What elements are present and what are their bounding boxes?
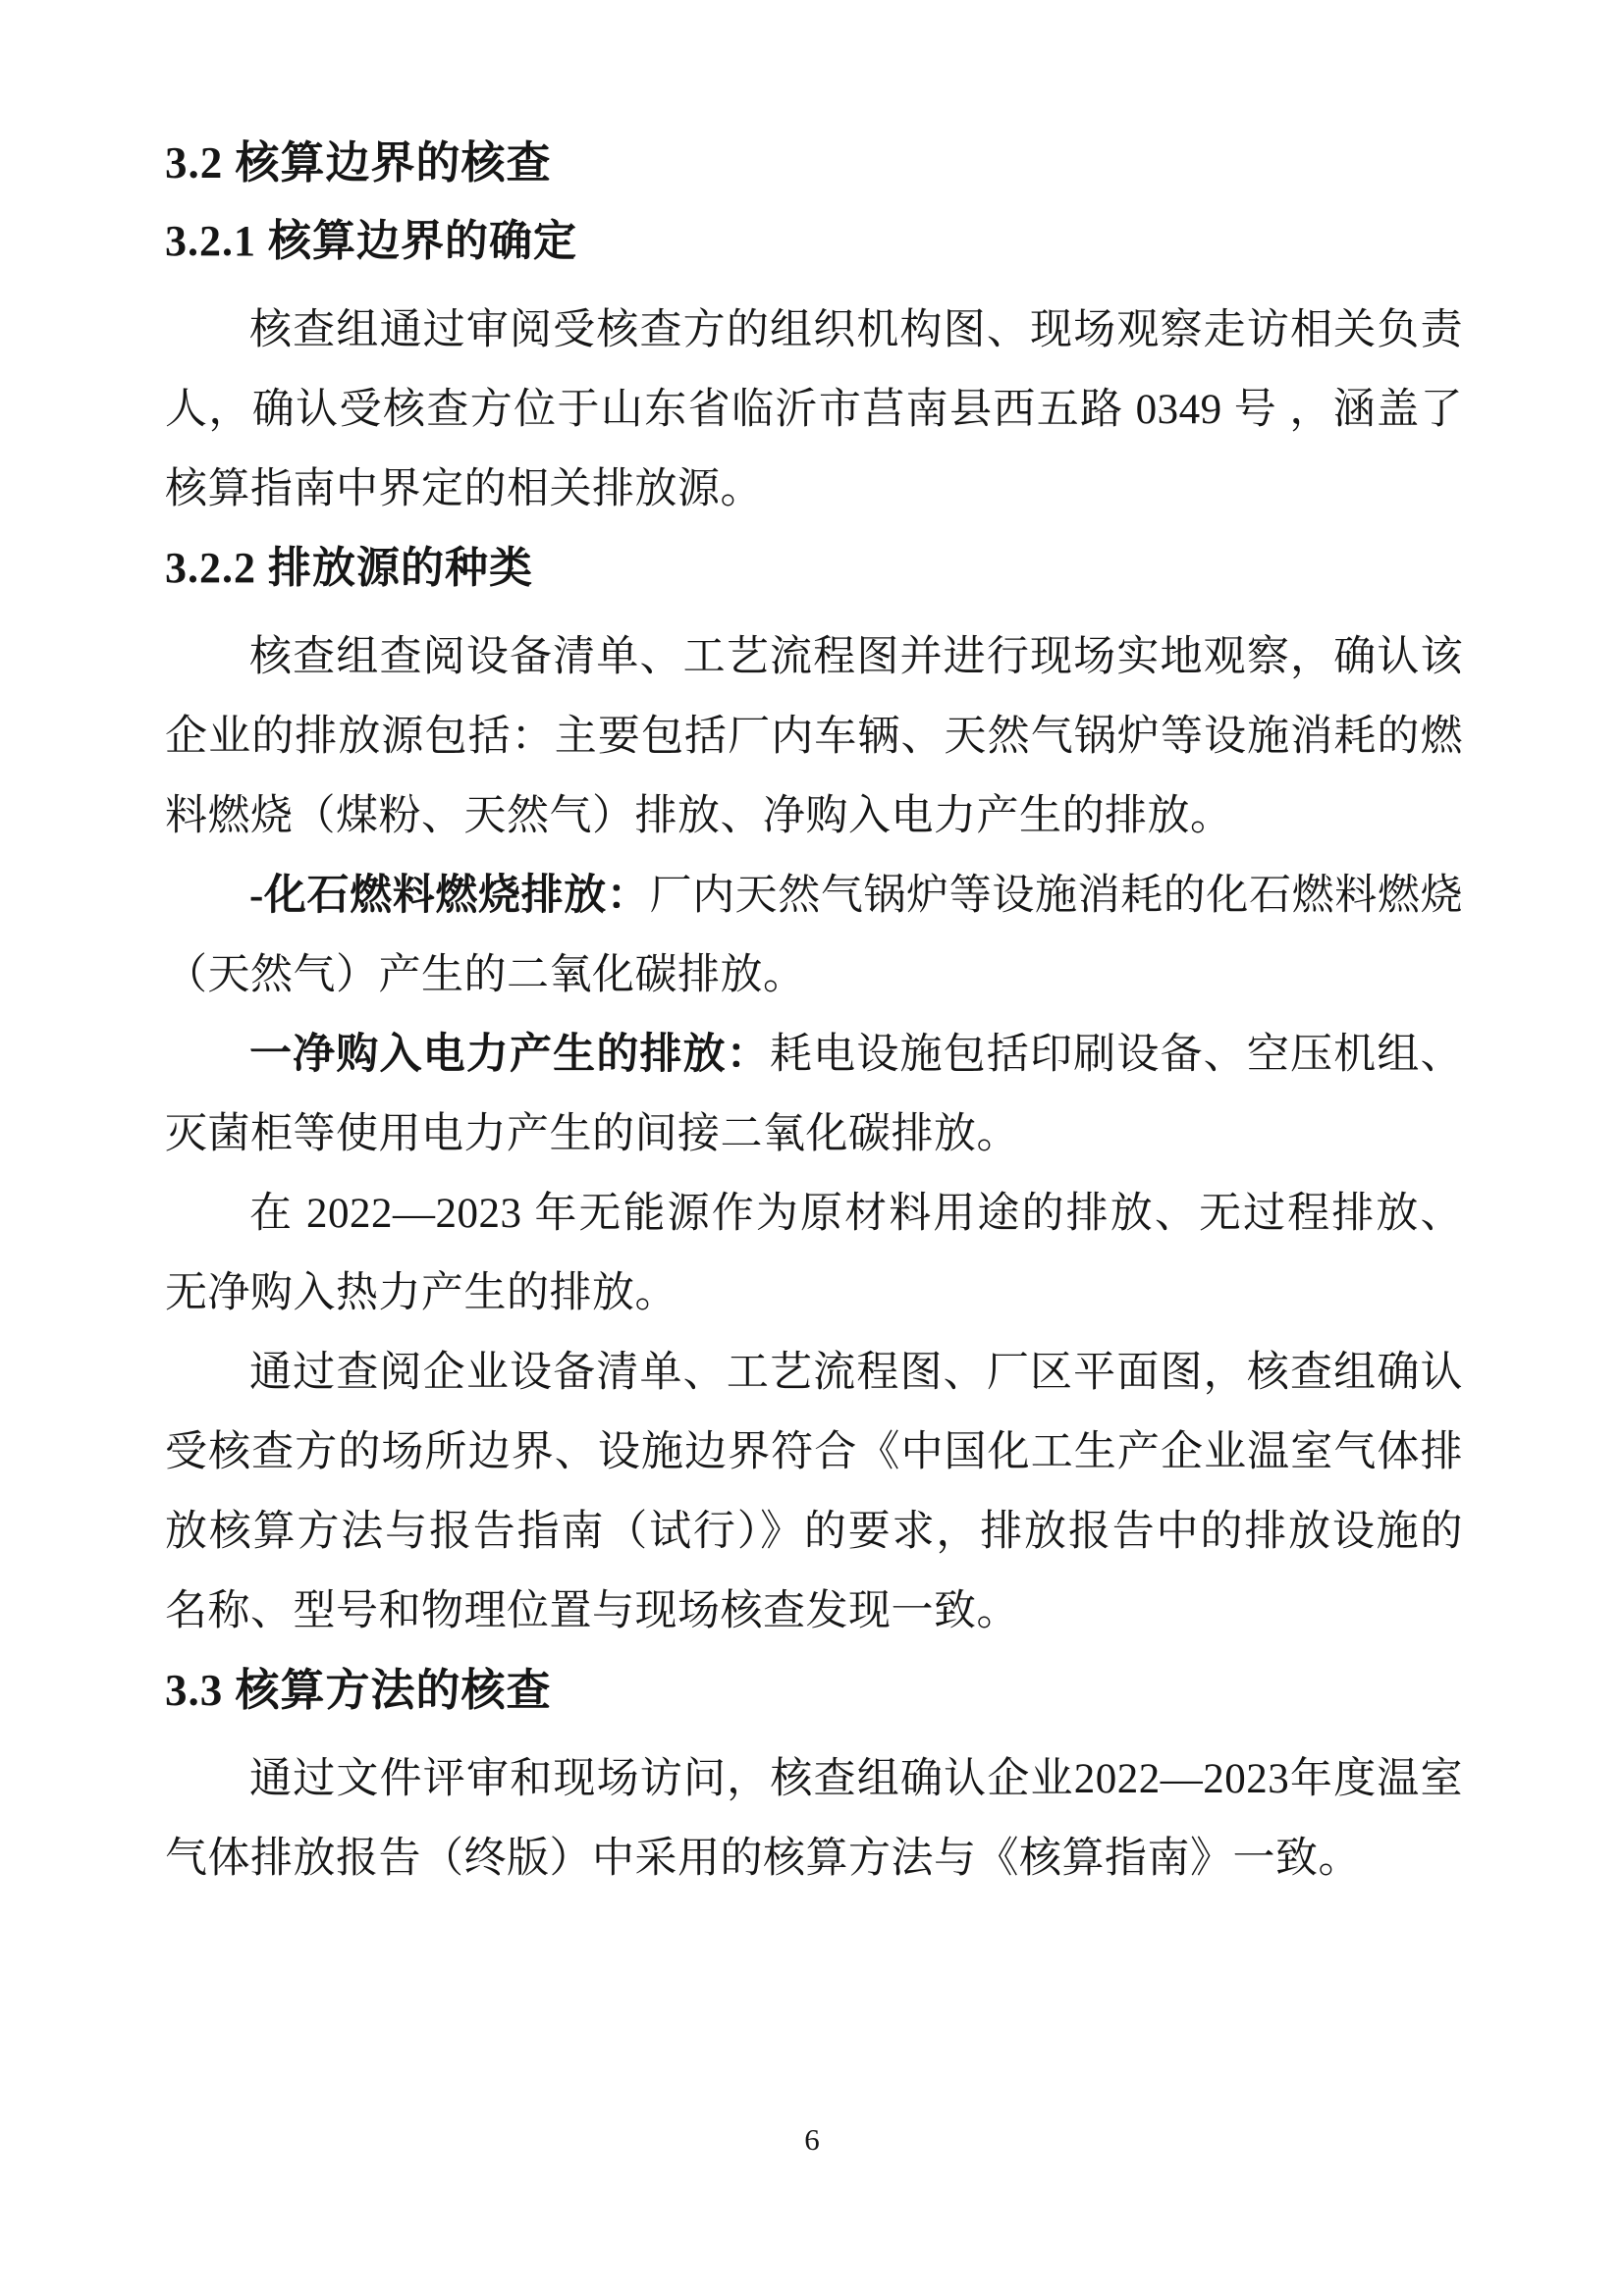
paragraph-boundary-compliance: 通过查阅企业设备清单、工艺流程图、厂区平面图，核查组确认受核查方的场所边界、设施边界符合《中国化工生产企业温室气体排放核算方法与报告指南（试行）》的要求，排放报告中的排放设施的名称、型号和物理位置与现场核查发现一致。 [165,1350,1463,1634]
fossil-fuel-combustion-lead: -化石燃料燃烧排放： [249,873,650,919]
page-number: 6 [804,2122,820,2157]
page-content [165,124,1463,1898]
section-heading-3-2-2: 3.2.2 排放源的种类 [165,544,533,592]
section-heading-3-2-1: 3.2.1 核算边界的确定 [165,217,577,265]
paragraph-fossil-fuel-combustion [165,856,1463,1015]
purchased-electricity-lead: 一净购入电力产生的排放： [249,1032,770,1078]
section-heading-3-3: 3.3 核算方法的核查 [165,1666,552,1715]
paragraph-purchased-electricity [165,1015,1463,1174]
paragraph-emission-source-types: 核查组查阅设备清单、工艺流程图并进行现场实地观察，确认该企业的排放源包括：主要包括厂内车辆、天然气锅炉等设施消耗的燃料燃烧（煤粉、天然气）排放、净购入电力产生的排放。 [165,634,1463,839]
page-footer [0,2122,1624,2158]
paragraph-boundary-determination: 核查组通过审阅受核查方的组织机构图、现场观察走访相关负责人，确认受核查方位于山东省临沂市莒南县西五路 0349 号 ，涵盖了核算指南中界定的相关排放源。 [165,307,1463,512]
paragraph-no-other-emissions: 在 2022—2023 年无能源作为原材料用途的排放、无过程排放、无净购入热力产生的排放。 [165,1191,1463,1316]
fossil-fuel-combustion-body: 厂内天然气锅炉等设施消耗的化石燃料燃烧（天然气）产生的二氧化碳排放。 [165,873,1463,998]
purchased-electricity-body: 耗电设施包括印刷设备、空压机组、灭菌柜等使用电力产生的间接二氧化碳排放。 [165,1032,1463,1157]
section-heading-3-2: 3.2 核算边界的核查 [165,138,552,187]
paragraph-method-verification: 通过文件评审和现场访问，核查组确认企业2022—2023年度温室气体排放报告（终版）中采用的核算方法与《核算指南》一致。 [165,1756,1463,1882]
